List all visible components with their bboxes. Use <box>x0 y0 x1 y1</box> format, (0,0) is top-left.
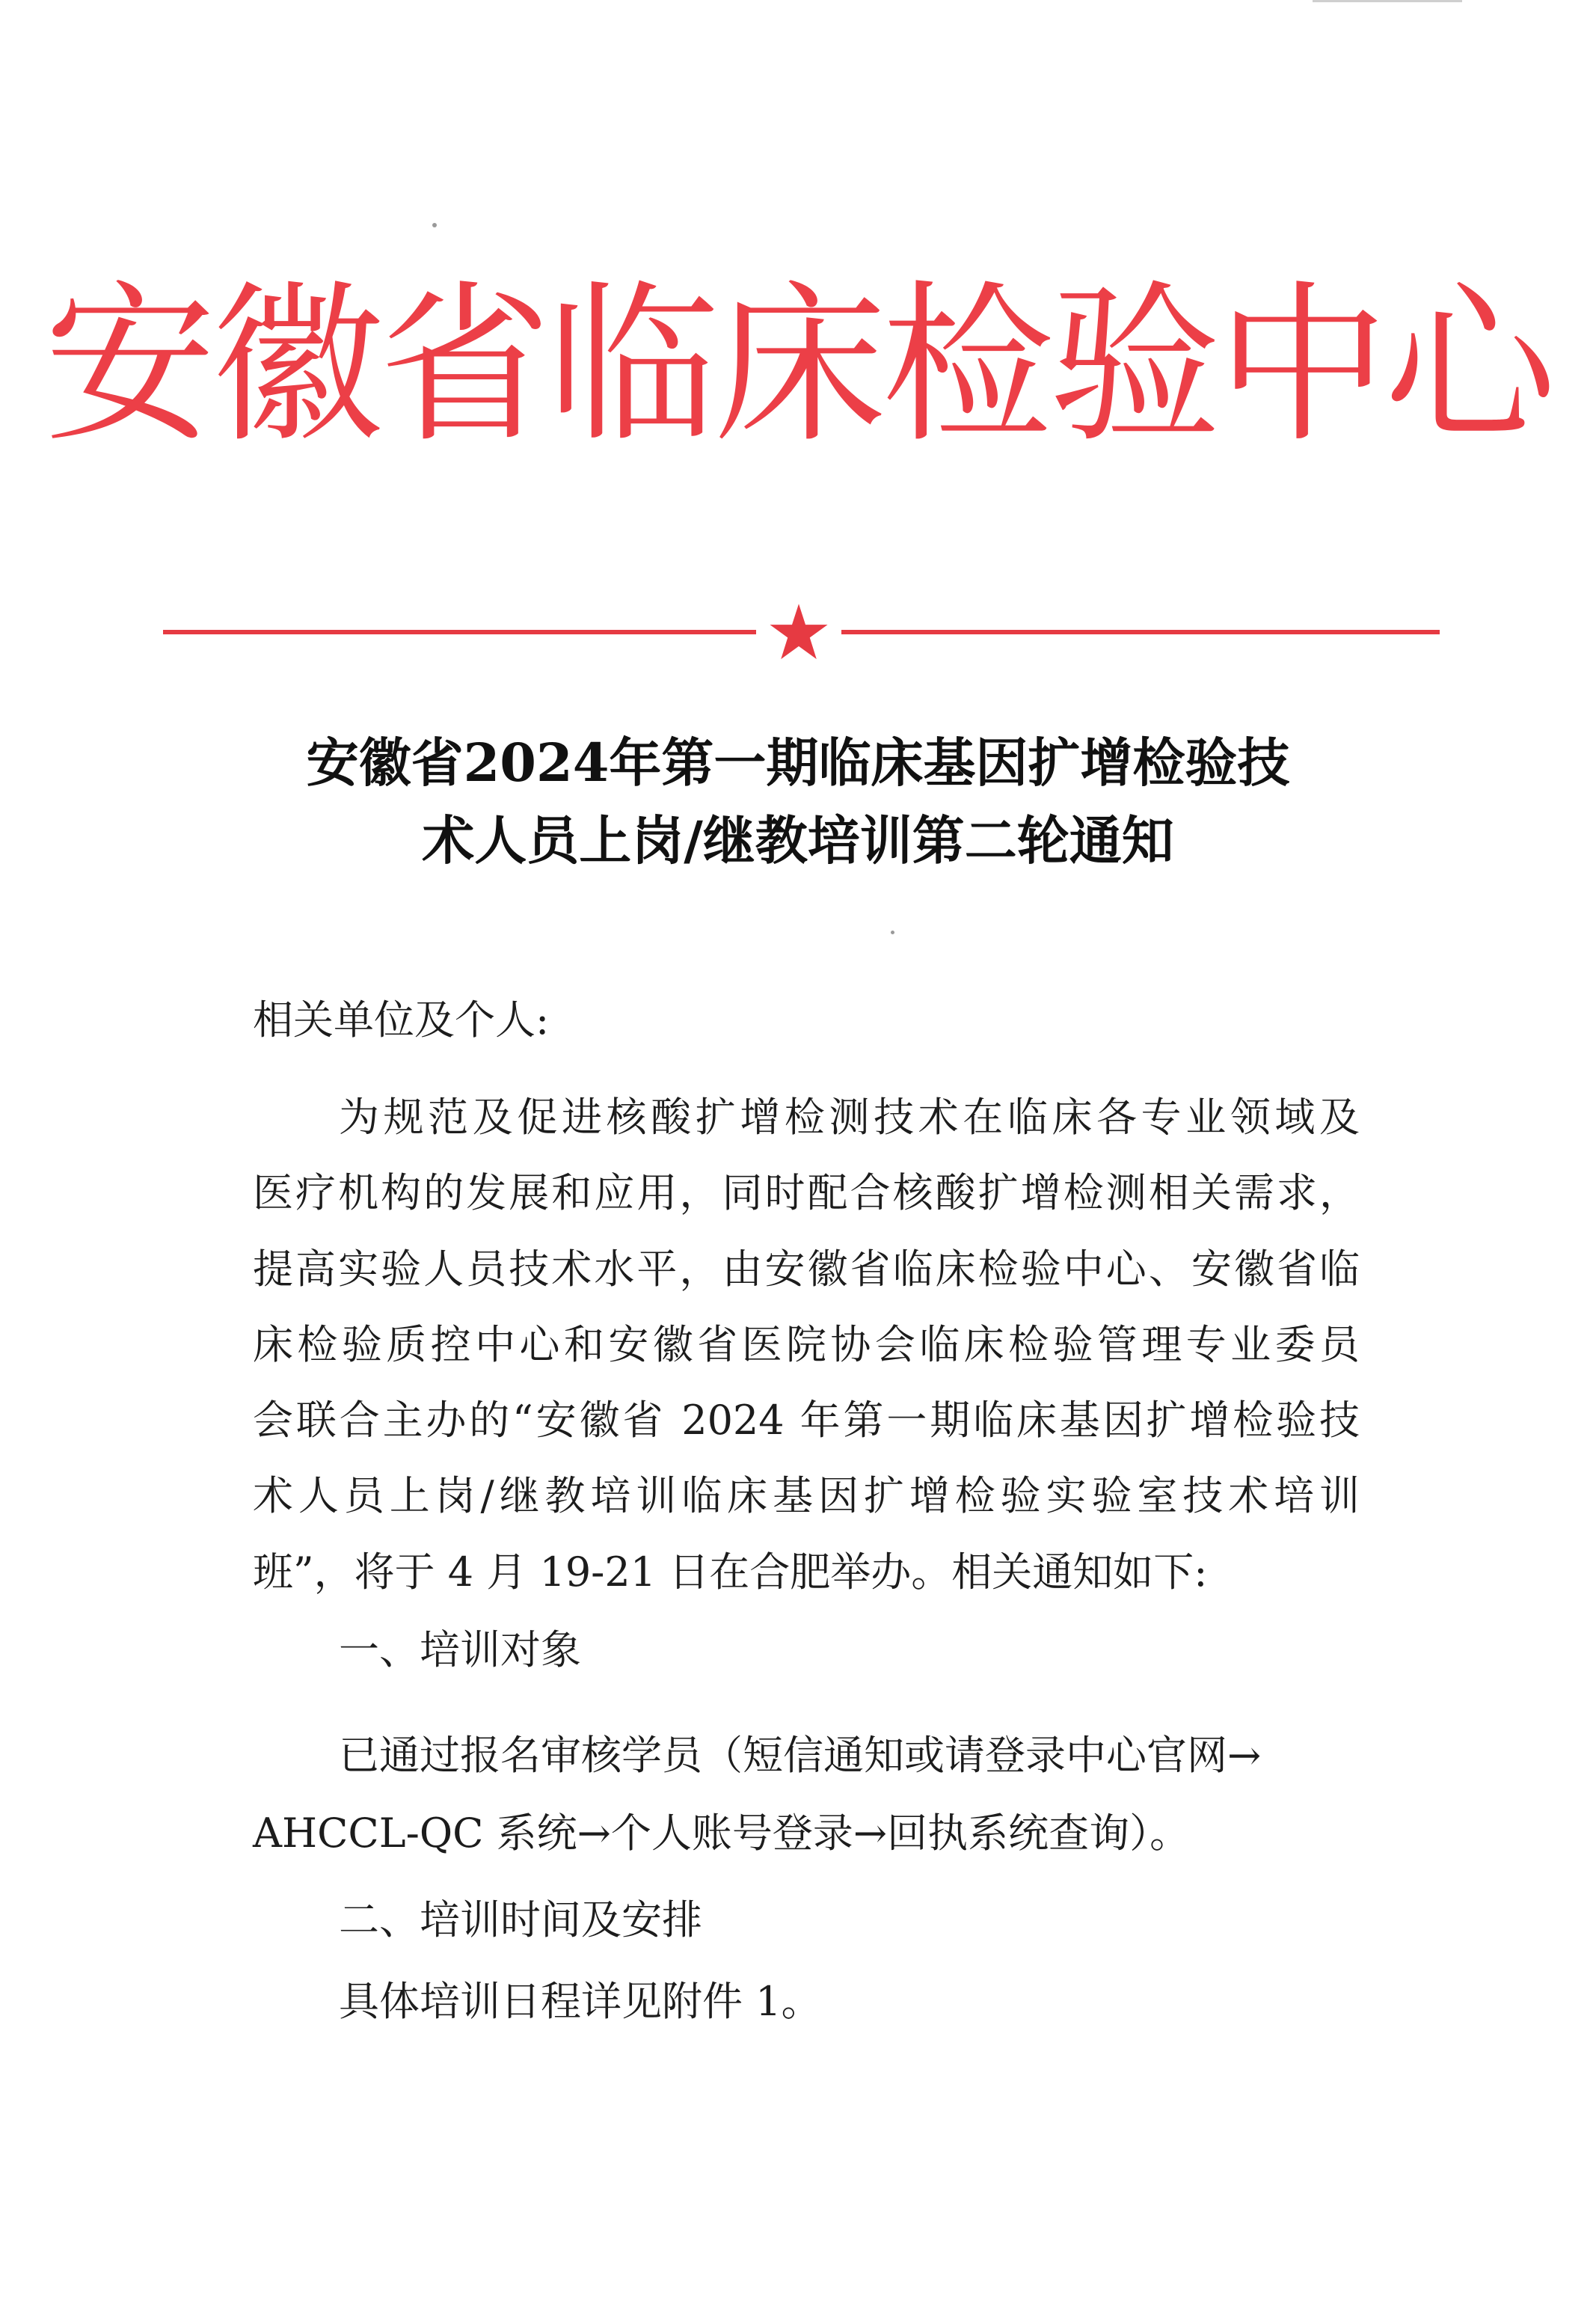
training-target-paragraph <box>253 1717 1360 1872</box>
intro-paragraph <box>253 1079 1360 1610</box>
paragraph-line: 床检验质控中心和安徽省医院协会临床检验管理专业委员 <box>253 1320 1360 1368</box>
scan-edge-mark <box>1313 0 1462 2</box>
letterhead-rule-right <box>841 630 1440 634</box>
document-title <box>179 724 1417 880</box>
section-heading-training-schedule: 二、培训时间及安排 <box>339 1896 702 1943</box>
paragraph-line: 术人员上岗/继教培训临床基因扩增检验实验室技术培训 <box>253 1472 1360 1520</box>
section-heading-training-target: 一、培训对象 <box>339 1626 581 1673</box>
paragraph-line: 医疗机构的发展和应用，同时配合核酸扩增检测相关需求， <box>253 1169 1360 1217</box>
document-title-line: 安徽省2024年第一期临床基因扩增检验技 <box>306 732 1290 794</box>
document-title-line: 术人员上岗/继教培训第二轮通知 <box>422 809 1174 871</box>
paragraph-line: AHCCL-QC 系统→个人账号登录→回执系统查询）。 <box>253 1810 1191 1857</box>
letterhead-rule-left <box>163 630 756 634</box>
red-star-icon <box>768 601 829 663</box>
scan-speck <box>432 223 437 227</box>
paragraph-line: 提高实验人员技术水平，由安徽省临床检验中心、安徽省临 <box>253 1245 1360 1293</box>
salutation: 相关单位及个人: <box>253 996 550 1044</box>
paragraph-line: 会联合主办的“安徽省 2024 年第一期临床基因扩增检验技 <box>253 1397 1360 1444</box>
paragraph-line: 班”，将于 4 月 19-21 日在合肥举办。相关通知如下: <box>253 1548 1208 1596</box>
paragraph-line: 已通过报名审核学员（短信通知或请登录中心官网→ <box>339 1732 1262 1779</box>
scan-speck <box>891 931 894 934</box>
paragraph-line: 为规范及促进核酸扩增检测技术在临床各专业领域及 <box>339 1094 1360 1141</box>
letterhead-org-name: 安徽省临床检验中心 <box>43 266 1552 466</box>
training-schedule-paragraph: 具体培训日程详见附件 1。 <box>339 1978 822 2025</box>
